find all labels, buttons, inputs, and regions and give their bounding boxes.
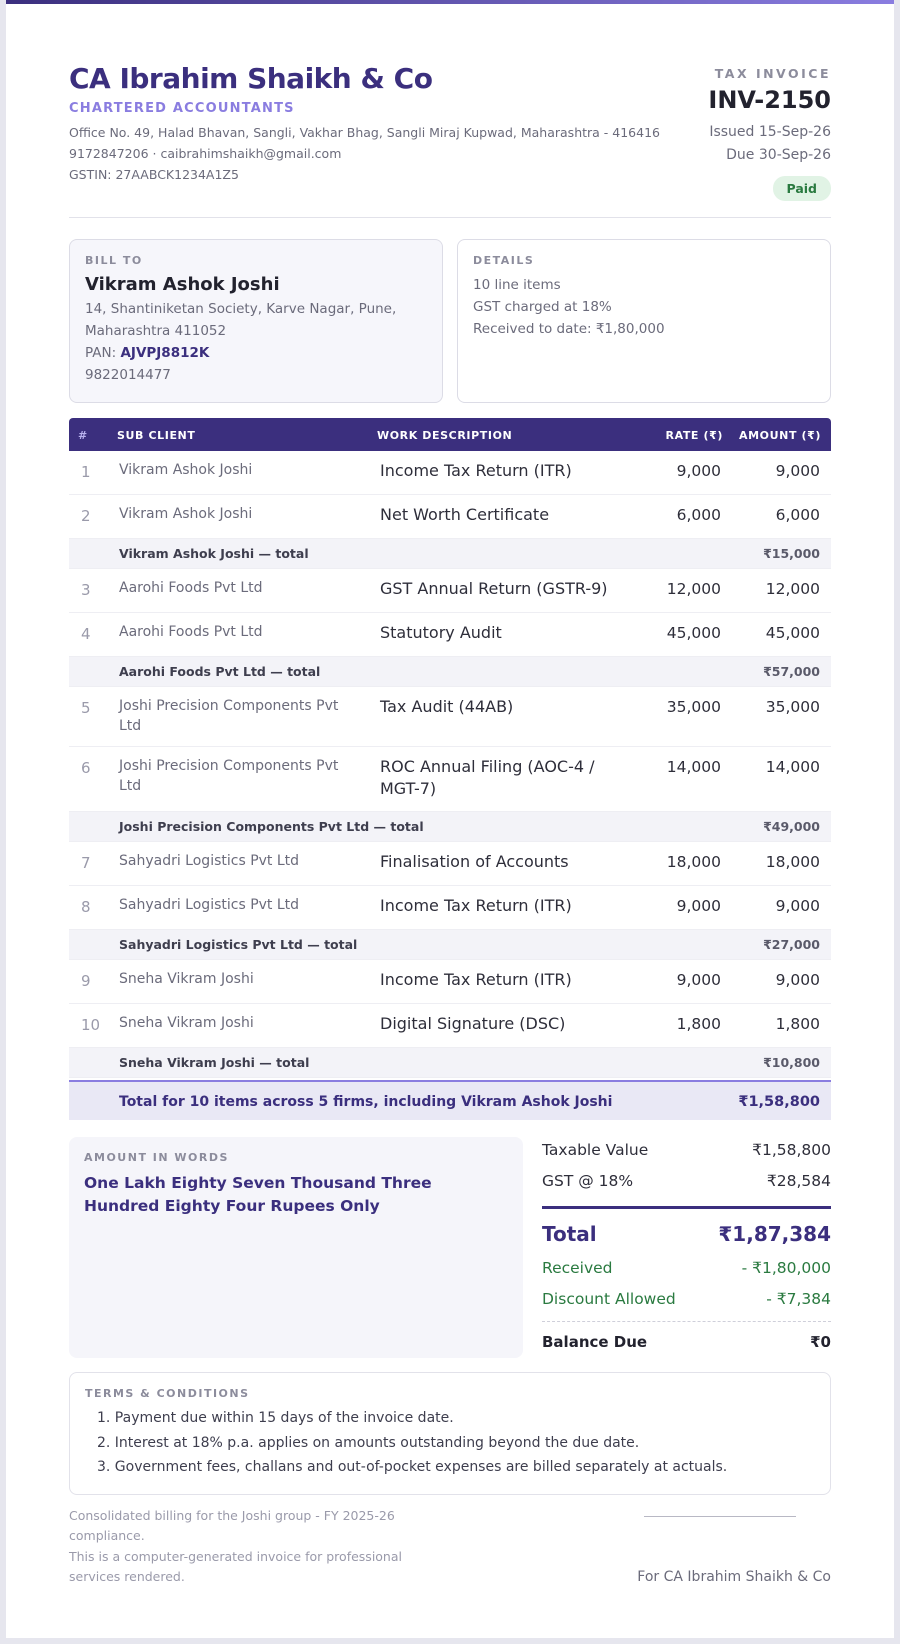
details-line-items: 10 line items [473,277,561,293]
row-amount: 9,000 [775,462,820,480]
totals-divider [542,1206,831,1209]
footer-note-computer-generated: This is a computer-generated invoice for professional services rendered. [69,1549,402,1584]
row-sub-client: Sahyadri Logistics Pvt Ltd [119,897,300,913]
taxable-value-amount: ₹1,58,800 [752,1141,831,1159]
row-work: Income Tax Return (ITR) [380,970,572,989]
table-row [69,842,831,886]
row-amount: 9,000 [775,897,820,915]
invoice-type-label: TAX INVOICE [714,66,831,81]
row-work: Finalisation of Accounts [380,852,569,871]
firm-subtitle: CHARTERED ACCOUNTANTS [69,101,295,116]
terms-label: TERMS & CONDITIONS [85,1387,250,1400]
subtotal-amount: ₹15,000 [763,546,820,561]
row-rate: 9,000 [676,897,721,915]
invoice-page [6,0,894,1638]
amount-in-words-box [69,1137,523,1358]
signature-text: For CA Ibrahim Shaikh & Co [637,1569,831,1585]
due-date: Due 30-Sep-26 [726,147,831,163]
subtotal-row [69,812,831,842]
grand-total-label: Total for 10 items across 5 firms, including Vikram Ashok Joshi [119,1094,613,1110]
bill-to-label: BILL TO [85,254,143,267]
total-amount: ₹1,87,384 [718,1222,831,1246]
row-rate: 18,000 [666,853,721,871]
details-label: DETAILS [473,254,535,267]
row-number: 8 [81,898,91,916]
table-row [69,569,831,613]
table-row [69,451,831,495]
invoice-number: INV-2150 [708,86,831,114]
row-number: 5 [81,699,91,717]
row-work: Statutory Audit [380,623,502,642]
row-number: 6 [81,759,91,777]
row-sub-client: Joshi Precision Components Pvt Ltd [119,758,339,794]
row-rate: 14,000 [666,758,721,776]
table-row [69,747,831,812]
row-sub-client: Aarohi Foods Pvt Ltd [119,580,263,596]
row-amount: 14,000 [765,758,820,776]
subtotal-row [69,539,831,569]
amount-in-words-label: AMOUNT IN WORDS [84,1151,229,1164]
row-sub-client: Vikram Ashok Joshi [119,506,253,522]
subtotal-label: Aarohi Foods Pvt Ltd — total [119,664,321,679]
pan-label: PAN: [85,345,117,361]
balance-due-label: Balance Due [542,1333,648,1351]
row-sub-client: Aarohi Foods Pvt Ltd [119,624,263,640]
received-label: Received [542,1259,613,1277]
row-rate: 9,000 [676,971,721,989]
subtotal-amount: ₹49,000 [763,819,820,834]
subtotal-label: Sahyadri Logistics Pvt Ltd — total [119,937,358,952]
terms-box [69,1372,831,1495]
row-amount: 18,000 [765,853,820,871]
table-row [69,613,831,657]
firm-name: CA Ibrahim Shaikh & Co [69,62,433,95]
amount-in-words-text: One Lakh Eighty Seven Thousand Three Hundred Eighty Four Rupees Only [84,1174,432,1215]
accent-bar [6,0,894,4]
subtotal-row [69,657,831,687]
gst-label: GST @ 18% [542,1172,634,1190]
row-amount: 6,000 [775,506,820,524]
row-rate: 6,000 [676,506,721,524]
table-row [69,886,831,930]
col-number-header: # [78,429,88,442]
gst-amount: ₹28,584 [766,1172,831,1190]
col-amount-header: AMOUNT (₹) [739,429,821,442]
col-rate-header: RATE (₹) [665,429,723,442]
row-work: Income Tax Return (ITR) [380,461,572,480]
subtotal-row [69,930,831,960]
details-received: Received to date: ₹1,80,000 [473,321,665,337]
row-rate: 9,000 [676,462,721,480]
row-work: Digital Signature (DSC) [380,1014,566,1033]
bill-to-name: Vikram Ashok Joshi [85,274,280,295]
subtotal-label: Sneha Vikram Joshi — total [119,1055,310,1070]
balance-due-amount: ₹0 [810,1333,831,1351]
row-sub-client: Sneha Vikram Joshi [119,971,254,987]
col-work-header: WORK DESCRIPTION [377,429,513,442]
balance-divider [542,1321,831,1322]
subtotal-amount: ₹27,000 [763,937,820,952]
header-divider [69,217,831,218]
total-label: Total [542,1222,597,1246]
bill-to-address-line2: Maharashtra 411052 [85,323,227,339]
row-amount: 9,000 [775,971,820,989]
row-work: GST Annual Return (GSTR-9) [380,579,608,598]
subtotal-amount: ₹57,000 [763,664,820,679]
terms-item: 1. Payment due within 15 days of the invoice date. [97,1410,454,1426]
discount-amount: - ₹7,384 [766,1290,831,1308]
row-work: Net Worth Certificate [380,505,550,524]
pan-value: AJVPJ8812K [120,345,210,361]
row-number: 7 [81,854,91,872]
issue-date: Issued 15-Sep-26 [709,124,831,140]
row-sub-client: Sneha Vikram Joshi [119,1015,254,1031]
row-work: Income Tax Return (ITR) [380,896,572,915]
row-rate: 12,000 [666,580,721,598]
row-amount: 12,000 [765,580,820,598]
subtotal-amount: ₹10,800 [763,1055,820,1070]
row-number: 1 [81,463,91,481]
row-number: 3 [81,581,91,599]
received-amount: - ₹1,80,000 [741,1259,831,1277]
row-sub-client: Joshi Precision Components Pvt Ltd [119,698,339,734]
discount-label: Discount Allowed [542,1290,676,1308]
bill-to-card [69,239,443,403]
row-number: 9 [81,972,91,990]
row-rate: 1,800 [676,1015,721,1033]
terms-item: 2. Interest at 18% p.a. applies on amounts outstanding beyond the due date. [97,1435,640,1451]
row-amount: 45,000 [765,624,820,642]
table-header [69,418,831,451]
row-number: 4 [81,625,91,643]
bill-to-address-line1: 14, Shantiniketan Society, Karve Nagar, Pune, [85,301,397,317]
firm-contact: 9172847206 · caibrahimshaikh@gmail.com [69,146,342,161]
col-sub-client-header: SUB CLIENT [117,429,196,442]
firm-gstin: GSTIN: 27AABCK1234A1Z5 [69,167,239,182]
row-work: ROC Annual Filing (AOC-4 / MGT-7) [380,757,595,798]
footer-note-group: Consolidated billing for the Joshi group - FY 2025-26 compliance. [69,1508,395,1543]
row-rate: 45,000 [666,624,721,642]
grand-total-amount: ₹1,58,800 [738,1094,820,1110]
subtotal-label: Joshi Precision Components Pvt Ltd — total [119,819,424,834]
signature-line [644,1516,796,1517]
status-badge: Paid [773,176,832,201]
row-rate: 35,000 [666,698,721,716]
details-gst: GST charged at 18% [473,299,612,315]
row-number: 10 [81,1016,101,1034]
grand-total-row [69,1080,831,1120]
row-amount: 35,000 [765,698,820,716]
details-card [457,239,831,403]
subtotal-label: Vikram Ashok Joshi — total [119,546,309,561]
row-amount: 1,800 [775,1015,820,1033]
row-number: 2 [81,507,91,525]
table-row [69,1004,831,1048]
table-row [69,687,831,747]
taxable-value-label: Taxable Value [542,1141,649,1159]
bill-to-phone: 9822014477 [85,367,171,383]
row-sub-client: Sahyadri Logistics Pvt Ltd [119,853,300,869]
row-sub-client: Vikram Ashok Joshi [119,462,253,478]
bill-to-pan [85,345,209,361]
table-row [69,495,831,539]
table-body [69,451,831,1078]
terms-item: 3. Government fees, challans and out-of-pocket expenses are billed separately at actuals. [97,1459,728,1475]
firm-address: Office No. 49, Halad Bhavan, Sangli, Vakhar Bhag, Sangli Miraj Kupwad, Maharashtra - 416416 [69,125,660,140]
subtotal-row [69,1048,831,1078]
table-row [69,960,831,1004]
row-work: Tax Audit (44AB) [380,697,514,716]
